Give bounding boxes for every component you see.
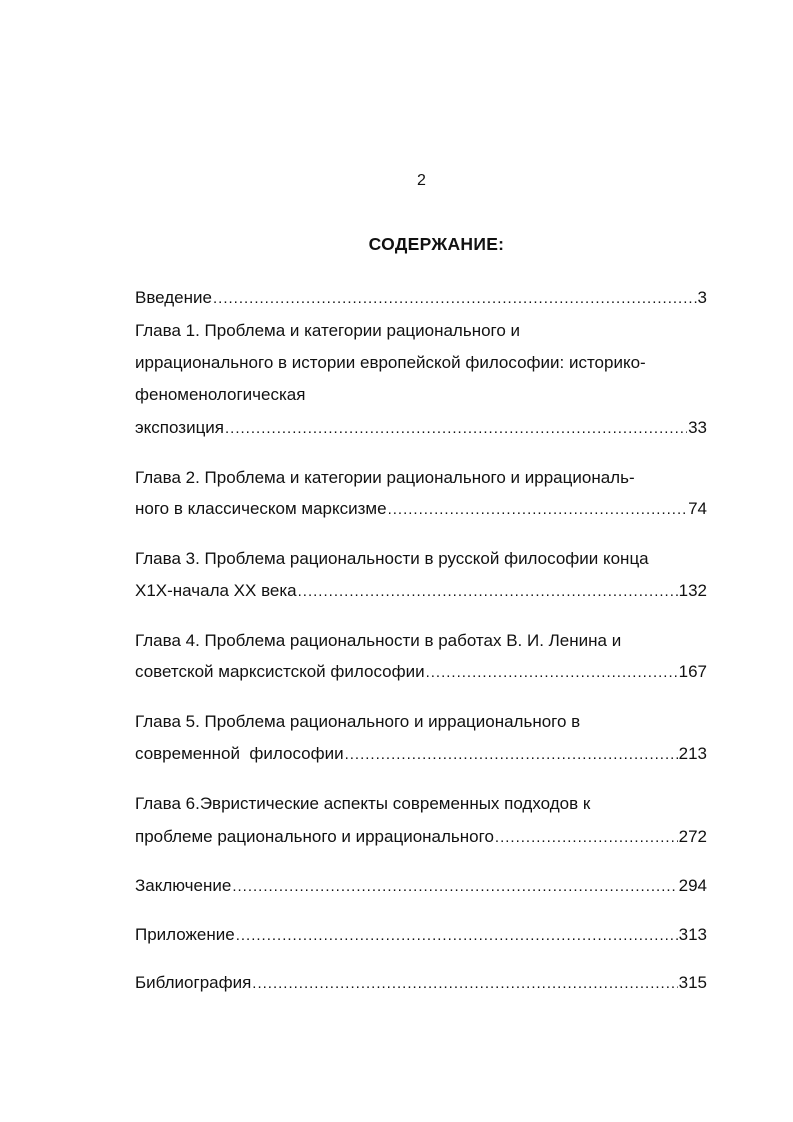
toc-page-number: 272: [678, 827, 707, 846]
toc-page-number: 294: [678, 876, 707, 895]
toc-entry-chapter1: [135, 417, 707, 440]
toc-chapter3-line1: Глава 3. Проблема рациональности в русской философии конца: [135, 549, 649, 568]
toc-entry-text: Заключение: [135, 876, 232, 895]
toc-entry-text: ного в классическом марксизме: [135, 499, 387, 518]
dot-leader: [426, 662, 678, 684]
dot-leader: [236, 925, 678, 947]
toc-chapter5-line1: Глава 5. Проблема рационального и иррационального в: [135, 712, 581, 731]
dot-leader: [298, 581, 678, 603]
toc-chapter1-line2: иррационального в истории европейской философии: историко-: [135, 353, 646, 372]
toc-entry-conclusion: [135, 875, 707, 898]
dot-leader: [232, 876, 677, 898]
toc-entry-chapter5: [135, 743, 707, 766]
toc-page-number: 167: [678, 662, 707, 681]
toc-page-number: 313: [678, 925, 707, 944]
toc-entry-chapter3: [135, 580, 707, 603]
toc-page-number: 74: [688, 499, 707, 518]
dot-leader: [388, 499, 688, 521]
page-number: 2: [417, 172, 426, 189]
dot-leader: [252, 973, 677, 995]
toc-page-number: 315: [678, 973, 707, 992]
toc-entry-text: Введение: [135, 288, 212, 307]
dot-leader: [225, 418, 687, 440]
toc-entry-chapter2: [135, 498, 707, 521]
toc-page-number: 3: [697, 288, 707, 307]
dot-leader: [345, 744, 678, 766]
toc-entry-text: советской марксистской философии: [135, 662, 425, 681]
toc-entry-appendix: [135, 924, 707, 947]
toc-chapter1-line1: Глава 1. Проблема и категории рационального и: [135, 321, 521, 340]
dot-leader: [213, 288, 697, 310]
toc-page-number: 33: [688, 418, 707, 437]
toc-chapter1-line3: феноменологическая: [135, 385, 306, 404]
toc-entry-text: Приложение: [135, 925, 235, 944]
toc-entry-text: современной философии: [135, 744, 344, 763]
toc-chapter6-line1: Глава 6.Эвристические аспекты современных подходов к: [135, 794, 591, 813]
toc-entry-text: Х1Х-начала ХХ века: [135, 581, 297, 600]
toc-chapter4-line1: Глава 4. Проблема рациональности в работах В. И. Ленина и: [135, 631, 622, 650]
toc-entry-bibliography: [135, 972, 707, 995]
toc-entry-text: Библиография: [135, 973, 252, 992]
toc-chapter2-line1: Глава 2. Проблема и категории рационального и иррациональ-: [135, 468, 635, 487]
toc-entry-intro: [135, 287, 707, 310]
dot-leader: [495, 827, 678, 849]
toc-entry-chapter6: [135, 826, 707, 849]
toc-page-number: 213: [678, 744, 707, 763]
toc-entry-text: проблеме рационального и иррационального: [135, 827, 494, 846]
toc-page-number: 132: [678, 581, 707, 600]
toc-title: СОДЕРЖАНИЕ:: [368, 234, 505, 254]
toc-entry-chapter4: [135, 661, 707, 684]
toc-entry-text: экспозиция: [135, 418, 225, 437]
